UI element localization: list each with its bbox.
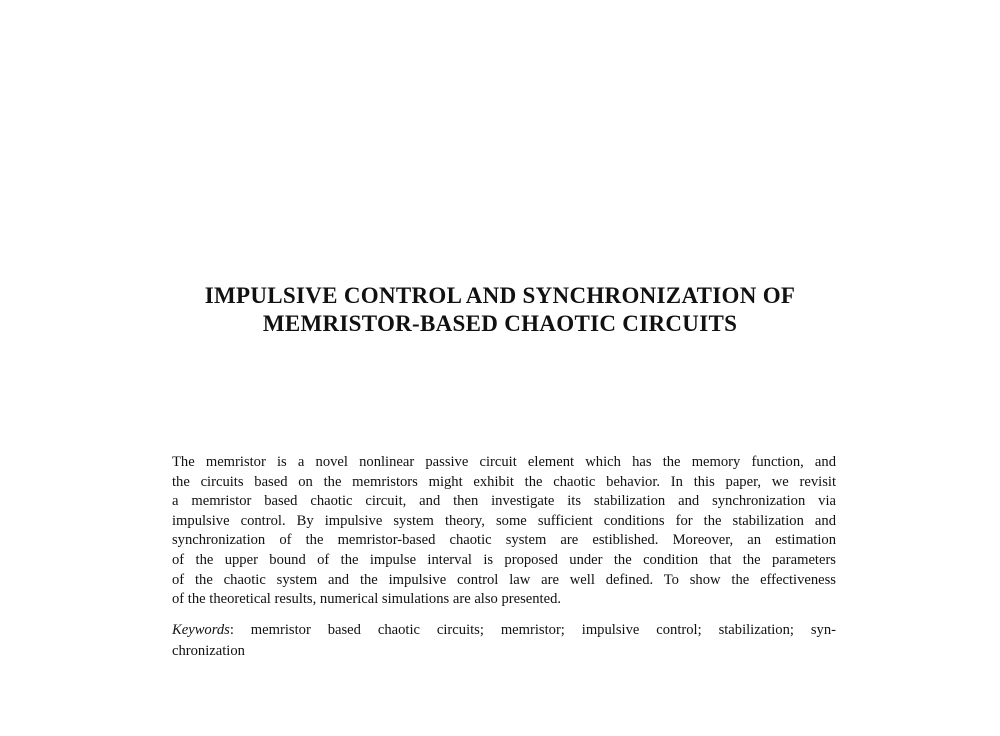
title-line-2: MEMRISTOR-BASED CHAOTIC CIRCUITS [262, 311, 738, 336]
abstract [172, 453, 836, 610]
abstract-line: the circuits based on the memristors might exhibit the chaotic behavior. In this paper, we revisit [172, 473, 836, 490]
keywords-line-1 [172, 620, 836, 641]
abstract-line: a memristor based chaotic circuit, and then investigate its stabilization and synchronization via [172, 493, 836, 510]
keywords-label: Keywords [172, 622, 230, 638]
abstract-line: of the chaotic system and the impulsive control law are well defined. To show the effectiveness [172, 571, 836, 588]
keywords-line-2: chronization [172, 642, 245, 659]
abstract-line: The memristor is a novel nonlinear passive circuit element which has the memory function, and [172, 454, 836, 470]
abstract-line: of the theoretical results, numerical simulations are also presented. [172, 591, 562, 608]
keywords-text: : memristor based chaotic circuits; memristor; impulsive control; stabilization; syn- [229, 622, 836, 638]
abstract-line: synchronization of the memristor-based chaotic system are estiblished. Moreover, an estimation [172, 532, 836, 549]
abstract-line: of the upper bound of the impulse interval is proposed under the condition that the parameters [172, 551, 836, 568]
keywords [172, 620, 836, 661]
title-line-1: IMPULSIVE CONTROL AND SYNCHRONIZATION OF [204, 283, 796, 308]
abstract-line: impulsive control. By impulsive system theory, some sufficient conditions for the stabilization and [172, 512, 836, 529]
